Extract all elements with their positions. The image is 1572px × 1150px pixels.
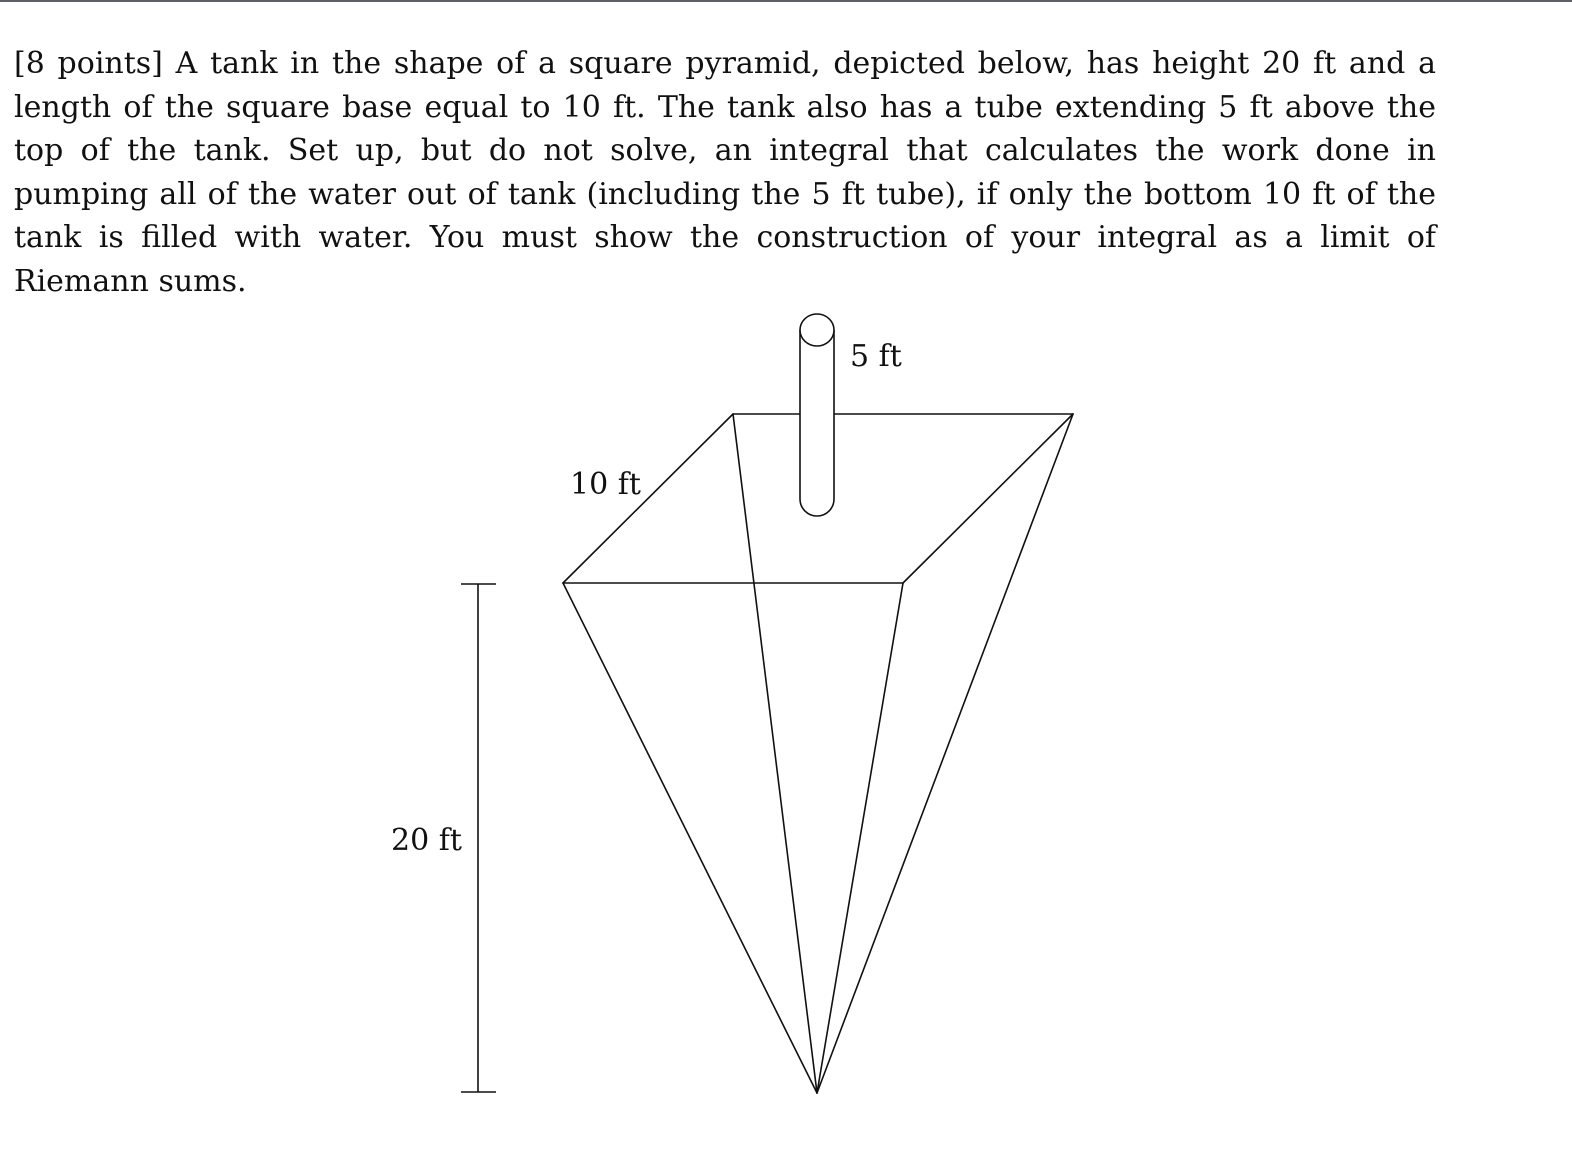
lateral-edge-front-right	[817, 583, 903, 1093]
height-label: 20 ft	[391, 823, 462, 858]
lateral-edge-back-right	[817, 414, 1073, 1093]
tube-opening	[800, 314, 834, 346]
height-dimension	[461, 584, 496, 1092]
base-length-label: 10 ft	[570, 467, 641, 502]
problem-statement: [8 points] A tank in the shape of a square pyramid, depicted below, has height 20 ft and a length of the square base equal to 10 ft. The tank also has a tube extending 5 ft above the top of the tank. Set up, but do not solve, an integral that calculates the work done in pumping all of the water out of tank (including the 5 ft tube), if only the bottom 10 ft of the tank is filled with water. You must show the construction of your integral as a limit of Riemann sums.	[14, 46, 1436, 299]
tube	[800, 314, 834, 516]
top-right-edge	[903, 414, 1073, 583]
tube-length-label: 5 ft	[850, 339, 902, 374]
lateral-edge-back-left	[733, 414, 817, 1093]
tube-body	[800, 330, 834, 516]
lateral-edge-front-left	[563, 583, 817, 1093]
